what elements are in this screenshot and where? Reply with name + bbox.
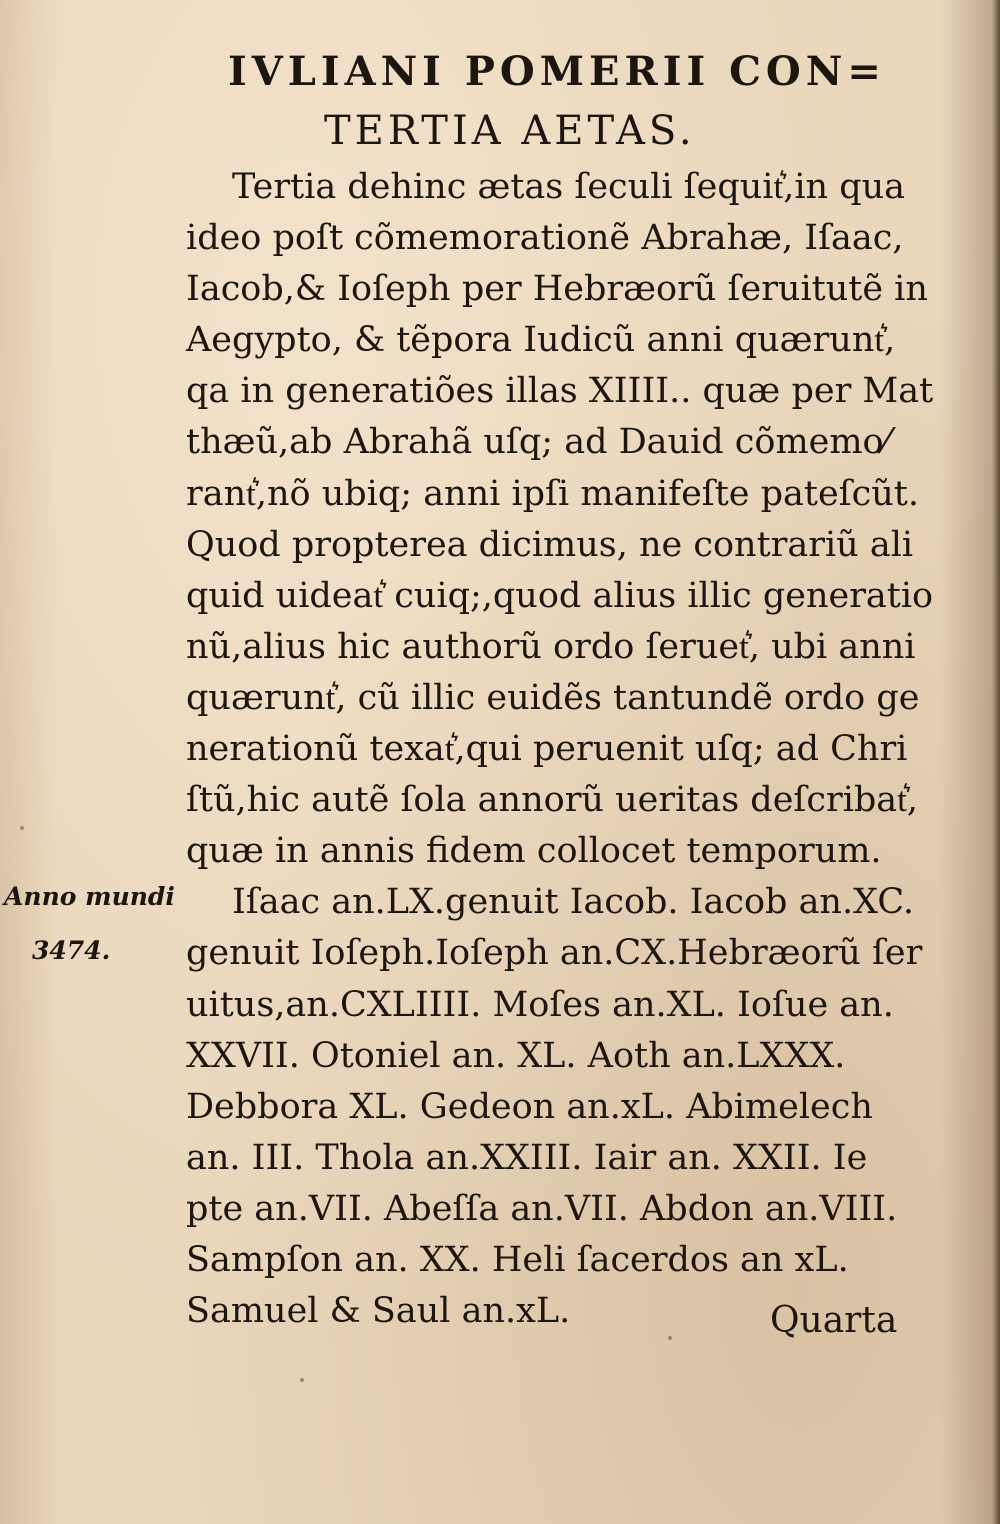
text-line: nũ,alius hic authorũ ordo ſeruet͛, ubi anni [186, 626, 916, 667]
section-title: TERTIA AETAS. [324, 108, 696, 154]
text-line: Iſaac an.LX.genuit Iacob. Iacob an.XC. [232, 882, 915, 923]
text-line: ideo poſt cõmemorationẽ Abrahæ, Iſaac, [186, 218, 904, 259]
text-line: thæũ,ab Abrahã uſq; ad Dauid cõmemo⁄ [186, 422, 890, 463]
paper-fleck [668, 1336, 672, 1340]
text-line: Samuel & Saul an.xL. [186, 1291, 571, 1332]
paper-fleck [300, 1378, 304, 1382]
text-line: nerationũ texat͛,qui peruenit uſq; ad Chri [186, 729, 908, 770]
text-line: Quod propterea dicimus, ne contrariũ ali [186, 524, 914, 565]
text-line: qa in generatiões illas XIIII.. quæ per Mat [186, 371, 934, 412]
page-edge-shadow [992, 0, 1000, 1524]
text-line: XXVII. Otoniel an. XL. Aoth an.LXXX. [186, 1035, 846, 1076]
text-line: Sampſon an. XX. Heli ſacerdos an xL. [186, 1239, 849, 1280]
running-head: IVLIANI POMERII CON= [228, 48, 886, 95]
text-line: quærunt͛, cũ illic euidẽs tantundẽ ordo ge [186, 677, 920, 718]
text-line: Iacob,& Ioſeph per Hebræorũ ſeruitutẽ in [186, 269, 928, 310]
text-line: rant͛,nõ ubiq; anni ipſi manifeſte pateſcũt. [186, 473, 919, 514]
paper-fleck [20, 826, 24, 830]
text-line: an. III. Thola an.XXIII. Iair an. XXII. Ie [186, 1137, 868, 1178]
body-text [186, 162, 934, 1337]
text-line: uitus,an.CXLIIII. Moſes an.XL. Ioſue an. [186, 984, 894, 1025]
text-line: Debbora XL. Gedeon an.xL. Abimelech [186, 1086, 873, 1127]
text-line: pte an.VII. Abeſſa an.VII. Abdon an.VIII. [186, 1188, 898, 1229]
text-line: Aegypto, & tẽpora Iudicũ anni quærunt͛, [186, 320, 896, 361]
text-line: Tertia dehinc ætas ſeculi ſequit͛,in qua [232, 167, 906, 207]
text-line: quæ in annis fidem collocet temporum. [186, 831, 882, 872]
text-line: genuit Ioſeph.Ioſeph an.CX.Hebræorũ ſer [186, 933, 923, 974]
margin-note-label: Anno mundi [4, 882, 175, 911]
text-line: quid uideat͛ cuiq;,quod alius illic generatio [186, 575, 934, 616]
catchword: Quarta [770, 1300, 898, 1341]
text-line: ſtũ,hic autẽ ſola annorũ ueritas deſcribat͛, [186, 780, 919, 821]
margin-note [4, 870, 184, 978]
margin-note-year: 3474. [32, 936, 111, 965]
